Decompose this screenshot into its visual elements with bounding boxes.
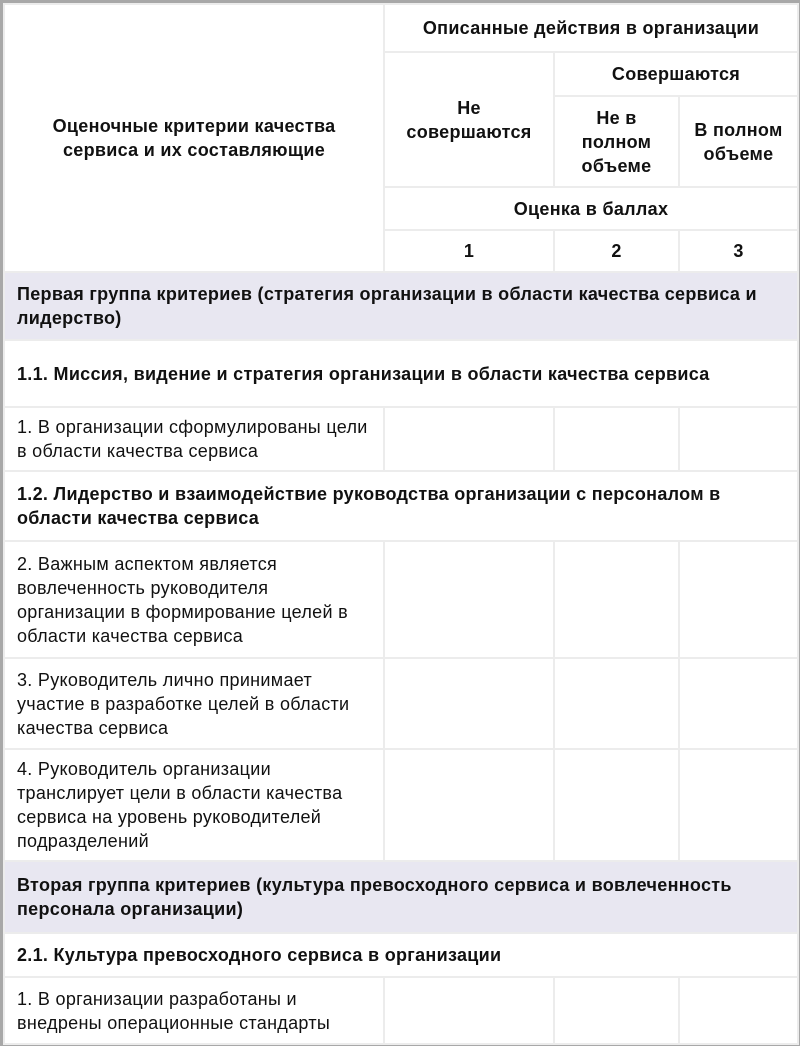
done-header: Совершаются <box>554 52 798 96</box>
actions-header: Описанные действия в организации <box>384 4 798 52</box>
group-row <box>4 272 798 340</box>
score-1: 1 <box>384 230 554 272</box>
score-cell-2[interactable] <box>554 541 679 658</box>
criterion-text: 2. Важным аспектом является вовлеченность руководителя организации в формирование целей в области качества сервиса <box>4 541 384 658</box>
group-row <box>4 861 798 933</box>
score-2: 2 <box>554 230 679 272</box>
partial-header: Не в полном объеме <box>554 96 679 187</box>
criteria-header: Оценочные критерии качества сервиса и их составляющие <box>4 4 384 272</box>
table-row <box>4 658 798 749</box>
score-cell-1[interactable] <box>384 658 554 749</box>
criterion-text: 4. Руководитель организации транслирует цели в области качества сервиса на уровень руководителей подразделений <box>4 749 384 861</box>
subsection-row <box>4 471 798 541</box>
score-3: 3 <box>679 230 798 272</box>
criterion-text: 3. Руководитель лично принимает участие в разработке целей в области качества сервиса <box>4 658 384 749</box>
score-cell-3[interactable] <box>679 977 798 1044</box>
subsection-row <box>4 933 798 977</box>
score-cell-3[interactable] <box>679 541 798 658</box>
score-cell-1[interactable] <box>384 407 554 471</box>
criteria-table <box>3 3 799 1045</box>
criterion-text: 1. В организации сформулированы цели в области качества сервиса <box>4 407 384 471</box>
table-row <box>4 749 798 861</box>
score-cell-3[interactable] <box>679 407 798 471</box>
score-cell-3[interactable] <box>679 749 798 861</box>
score-cell-3[interactable] <box>679 658 798 749</box>
full-header: В полном объеме <box>679 96 798 187</box>
score-cell-2[interactable] <box>554 407 679 471</box>
score-cell-2[interactable] <box>554 749 679 861</box>
table-row <box>4 977 798 1044</box>
section-title: 1.2. Лидерство и взаимодействие руководства организации с персоналом в области качества сервиса <box>4 471 798 541</box>
score-cell-1[interactable] <box>384 541 554 658</box>
table-row <box>4 407 798 471</box>
section-title: 1.1. Миссия, видение и стратегия организации в области качества сервиса <box>4 340 798 407</box>
subsection-row <box>4 340 798 407</box>
table-row <box>4 541 798 658</box>
section-title: Вторая группа критериев (культура превосходного сервиса и вовлеченность персонала организации) <box>4 861 798 933</box>
score-cell-1[interactable] <box>384 977 554 1044</box>
score-header: Оценка в баллах <box>384 187 798 230</box>
section-title: 2.1. Культура превосходного сервиса в организации <box>4 933 798 977</box>
criterion-text: 1. В организации разработаны и внедрены операционные стандарты <box>4 977 384 1044</box>
score-cell-1[interactable] <box>384 749 554 861</box>
section-title: Первая группа критериев (стратегия организации в области качества сервиса и лидерство) <box>4 272 798 340</box>
score-cell-2[interactable] <box>554 658 679 749</box>
score-cell-2[interactable] <box>554 977 679 1044</box>
not-done-header: Не совершаются <box>384 52 554 187</box>
